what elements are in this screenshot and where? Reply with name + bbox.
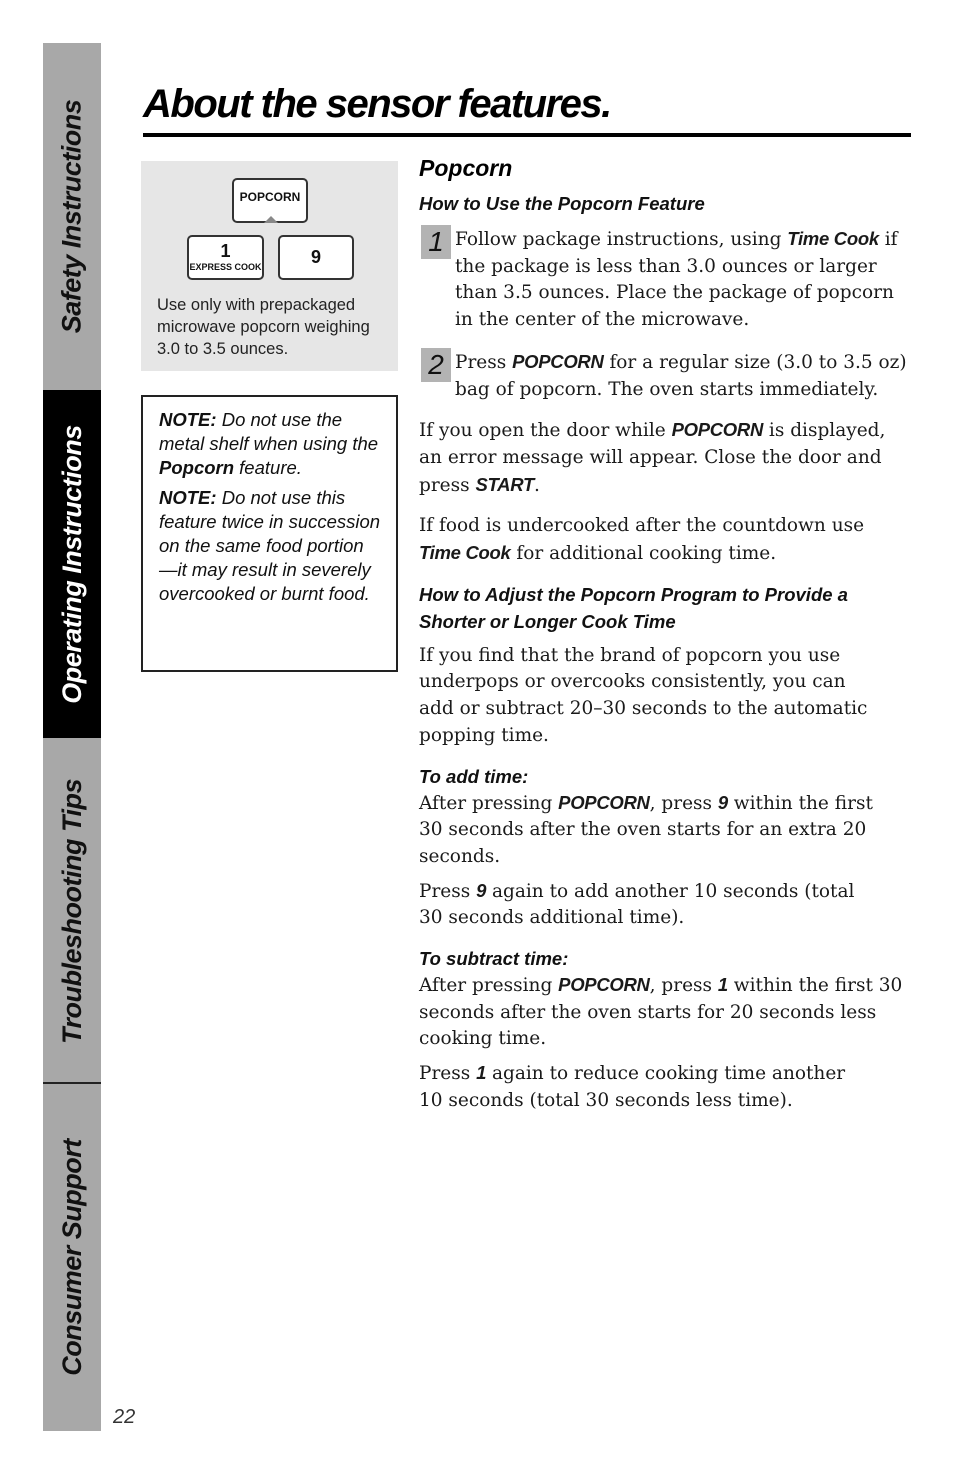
keyword: POPCORN	[558, 791, 650, 813]
how-to-use-heading: How to Use the Popcorn Feature	[419, 193, 705, 214]
section-heading: Popcorn	[419, 155, 513, 181]
step-number: 2	[421, 348, 451, 382]
main-content	[419, 154, 909, 1115]
note-text: Do not use this feature twice in succession on the same food portion—it may result in severely overcooked or burnt food.	[159, 487, 381, 604]
keyword: 9	[717, 791, 728, 813]
subtract-time-paragraph-1: After pressing POPCORN, press 1 within the first 30 seconds after the oven starts for 20 seconds less cooking time.	[419, 974, 903, 1050]
note-text: feature.	[234, 457, 302, 478]
add-time-paragraph-1: After pressing POPCORN, press 9 within the first 30 seconds after the oven starts for an extra 20 seconds.	[419, 791, 873, 867]
step-2	[419, 349, 909, 403]
door-paragraph: If you open the door while POPCORN is displayed, an error message will appear. Close the door and press START.	[419, 419, 886, 496]
add-time-paragraph-2: Press 9 again to add another 10 seconds (total 30 seconds additional time).	[419, 879, 855, 929]
keyword: POPCORN	[671, 419, 764, 441]
express-cook-key-1	[187, 235, 264, 280]
side-tab-label: Safety Instructions	[56, 99, 87, 334]
side-tab-consumer-support[interactable]	[43, 1084, 101, 1431]
step-text: Press POPCORN for a regular size (3.0 to 3.5 oz) bag of popcorn. The oven starts immediately.	[455, 350, 907, 400]
step-text: Follow package instructions, using Time Cook if the package is less than 3.0 ounces or larger than 3.5 ounces. Place the package of popcorn in the center of the microwave.	[455, 228, 898, 331]
note-text: Do not use the metal shelf when using the	[159, 409, 379, 454]
add-time-heading: To add time:	[419, 765, 529, 787]
step-number: 1	[421, 225, 451, 259]
keyword: Time Cook	[787, 228, 879, 249]
adjust-paragraph: If you find that the brand of popcorn you use underpops or overcooks consistently, you can add or subtract 20–30 seconds to the automatic popping time.	[419, 644, 868, 746]
note-2	[159, 486, 382, 606]
keyword: 9	[476, 879, 487, 901]
side-tab-label: Troubleshooting Tips	[56, 778, 87, 1044]
key-9-label: 9	[310, 247, 321, 267]
key-9	[278, 235, 354, 280]
keyword: Time Cook	[419, 542, 511, 564]
side-tab-troubleshooting-tips[interactable]	[43, 738, 101, 1084]
side-tab-operating-instructions[interactable]	[43, 390, 101, 738]
side-tab-label: Operating Instructions	[56, 424, 87, 704]
keyword: 1	[717, 974, 728, 996]
title-rule	[143, 133, 911, 137]
side-tab-label: Consumer Support	[56, 1139, 87, 1376]
keyword: POPCORN	[512, 350, 604, 372]
subtract-time-paragraph-2: Press 1 again to reduce cooking time another 10 seconds (total 30 seconds less time).	[419, 1062, 846, 1111]
key-1-number: 1	[220, 241, 231, 261]
page-number: 22	[113, 1406, 136, 1428]
adjust-heading: How to Adjust the Popcorn Program to Provide a Shorter or Longer Cook Time	[419, 583, 848, 632]
page-title: About the sensor features.	[143, 82, 611, 126]
keypad-caption: Use only with prepackaged microwave popcorn weighing 3.0 to 3.5 ounces.	[157, 296, 370, 358]
subtract-time-heading: To subtract time:	[419, 948, 569, 970]
note-label: NOTE:	[159, 409, 217, 430]
keyword: START	[475, 473, 534, 495]
note-1	[159, 408, 382, 480]
side-tab-safety-instructions[interactable]	[43, 43, 101, 390]
undercooked-paragraph: If food is undercooked after the countdown use Time Cook for additional cooking time.	[419, 515, 865, 565]
keyword: POPCORN	[558, 974, 650, 996]
key-1-label: EXPRESS COOK	[189, 262, 262, 272]
step-1	[419, 226, 909, 334]
note-keyword: Popcorn	[159, 457, 235, 478]
triangle-icon	[264, 216, 278, 223]
note-label: NOTE:	[159, 487, 217, 508]
keypad-illustration	[141, 161, 398, 371]
popcorn-key	[232, 178, 308, 223]
popcorn-key-label: POPCORN	[239, 190, 301, 204]
keyword: 1	[476, 1062, 487, 1084]
note-box	[141, 395, 398, 672]
